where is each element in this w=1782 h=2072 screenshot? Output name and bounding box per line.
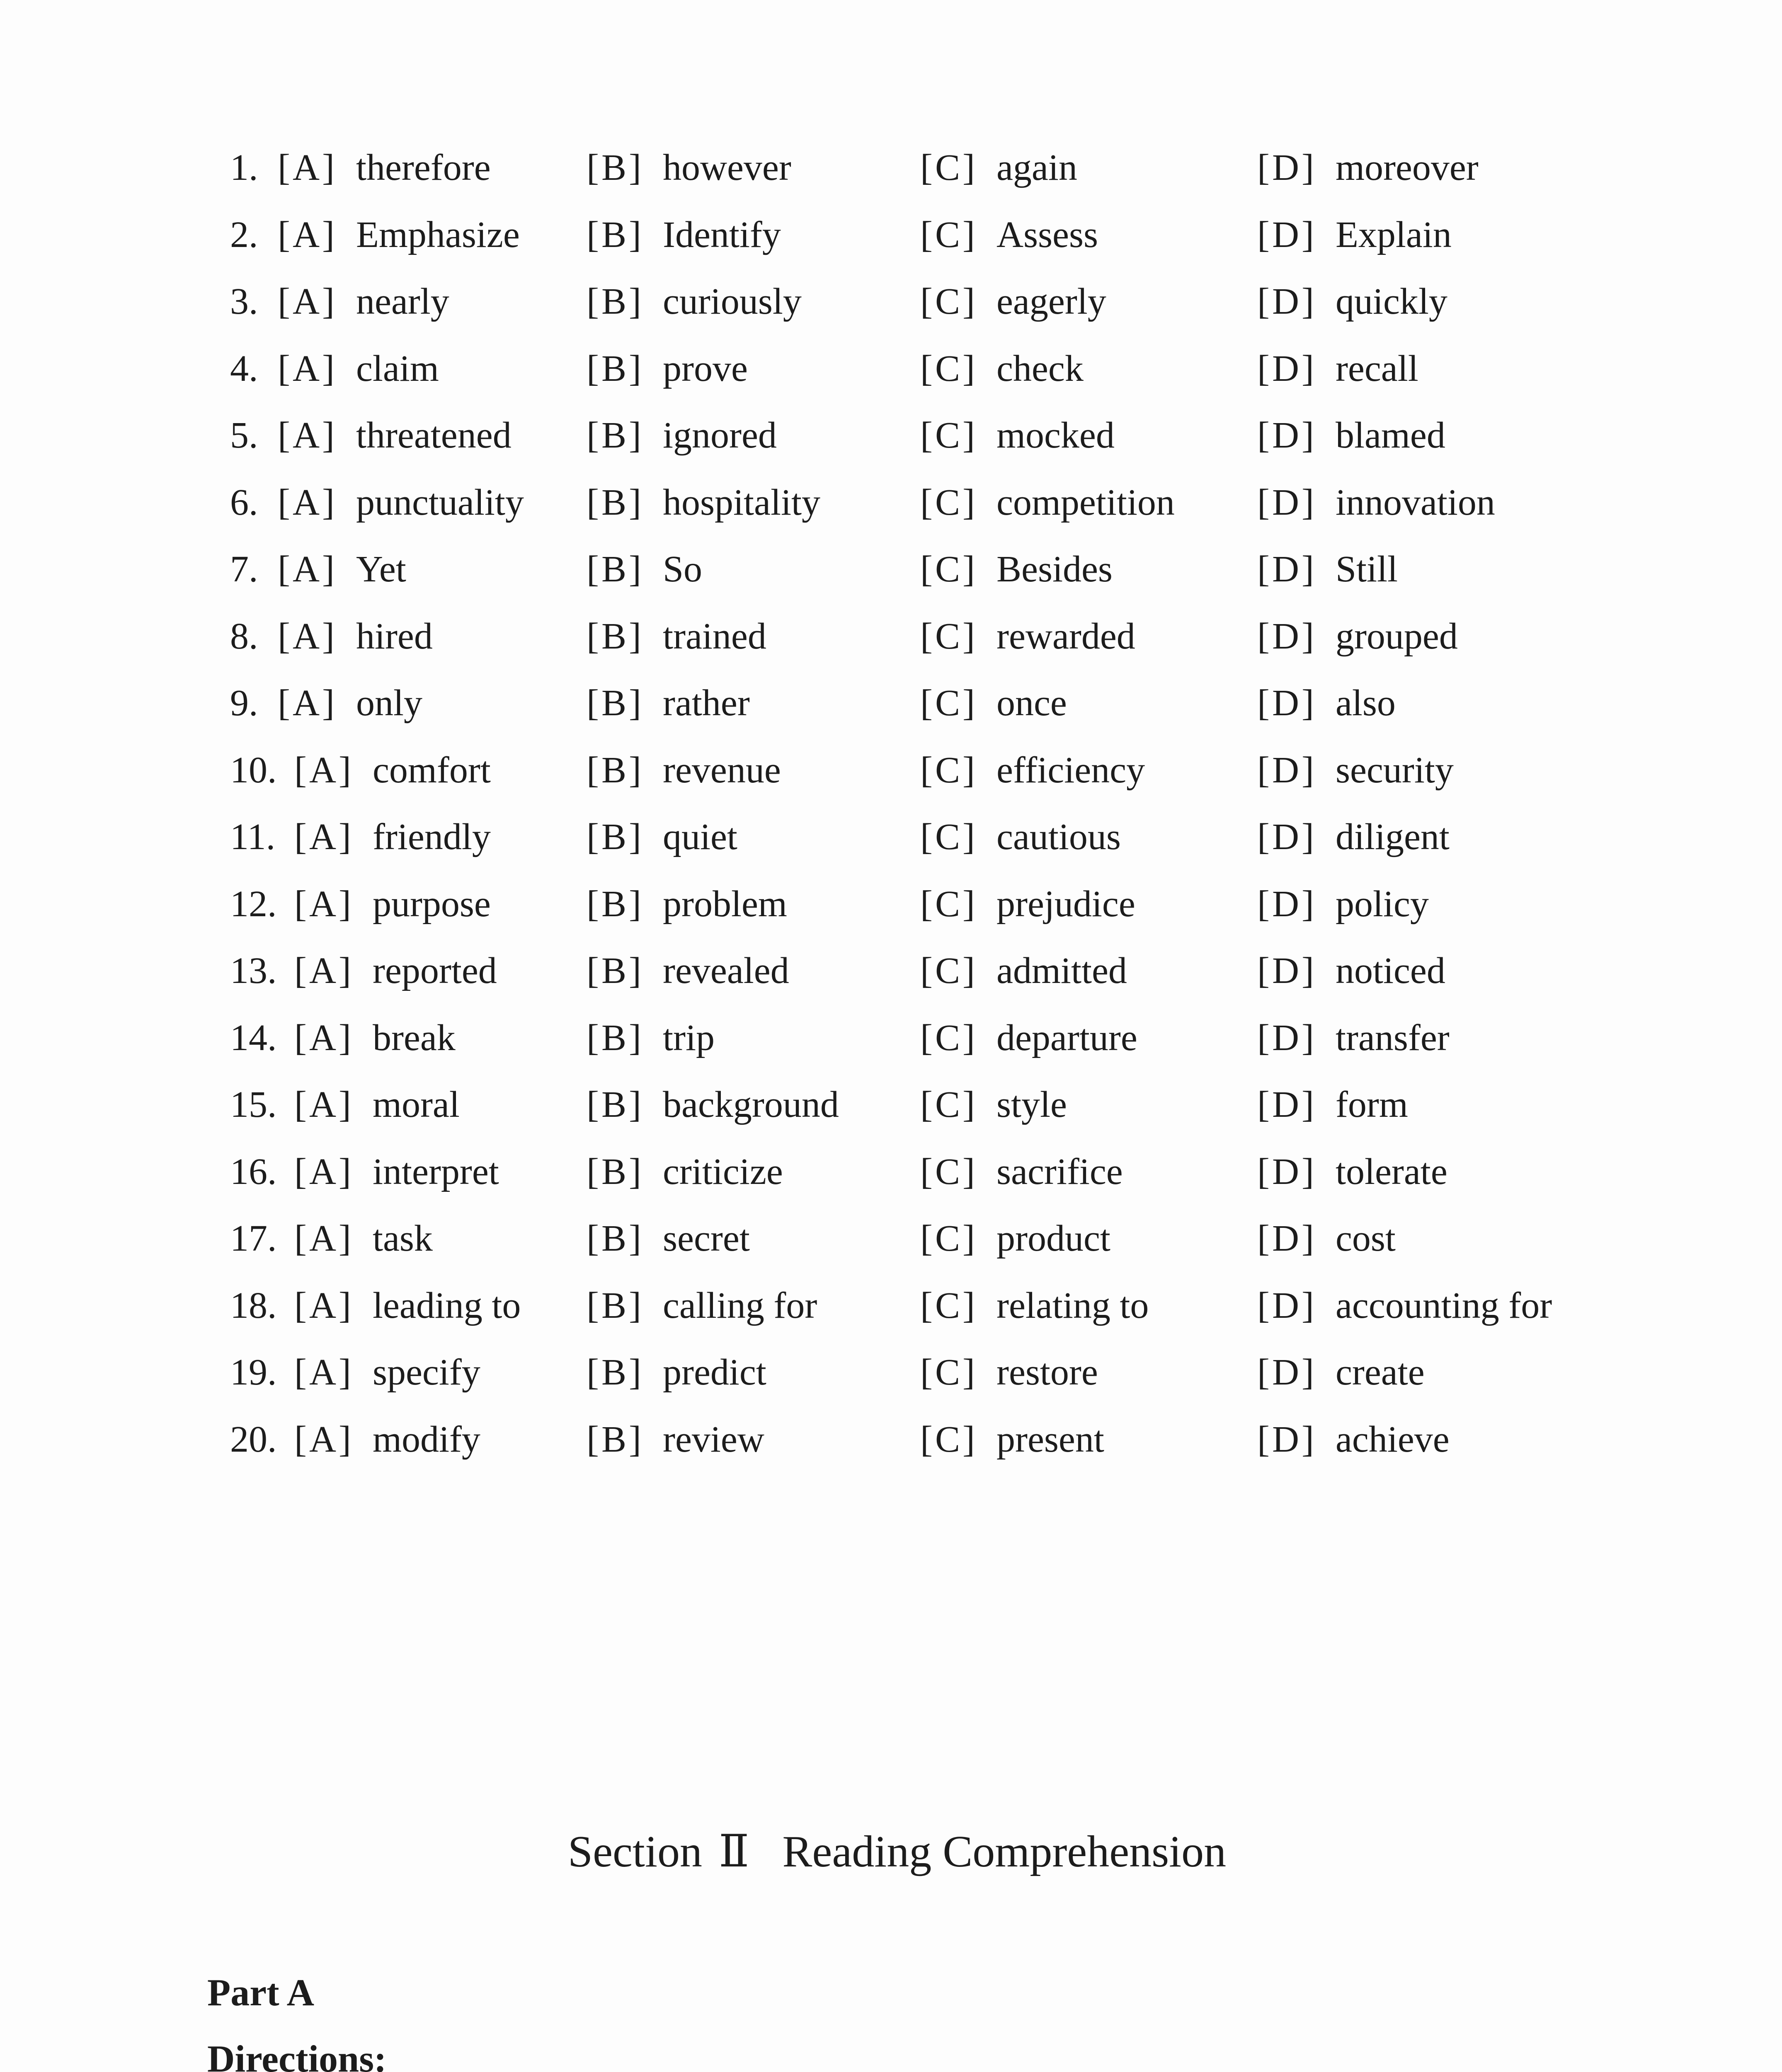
option-letter: [D]: [1257, 1352, 1316, 1393]
option-text: curiously: [662, 281, 802, 322]
option-text: quiet: [662, 816, 737, 857]
option-c: [920, 1418, 1104, 1460]
option-a: [294, 749, 491, 791]
section-label: Section: [568, 1827, 702, 1876]
option-text: trip: [662, 1017, 715, 1058]
question-row: [230, 141, 1598, 208]
option-text: purpose: [372, 883, 491, 925]
question-number: 8.: [230, 615, 258, 657]
option-d: [1257, 1220, 1396, 1257]
option-text: Still: [1335, 549, 1398, 590]
option-c: [920, 1153, 1123, 1191]
option-letter: [A]: [294, 1017, 354, 1058]
option-d: [1257, 1354, 1425, 1391]
option-text: ignored: [662, 415, 777, 456]
option-a: [294, 952, 497, 990]
question-row: [230, 944, 1598, 1011]
option-text: once: [996, 683, 1067, 724]
option-text: threatened: [356, 415, 512, 456]
option-d: [1257, 350, 1418, 387]
question-number: 10.: [230, 749, 277, 791]
option-text: product: [996, 1218, 1110, 1259]
option-b: [587, 283, 802, 320]
option-text: also: [1335, 683, 1396, 724]
option-text: specify: [372, 1352, 480, 1393]
option-a: [278, 149, 491, 186]
option-text: cautious: [996, 816, 1121, 857]
option-text: interpret: [372, 1151, 499, 1192]
option-letter: [A]: [294, 950, 354, 991]
option-c: [920, 1220, 1110, 1257]
question-row: [230, 409, 1598, 476]
option-letter: [C]: [920, 749, 977, 791]
option-c: [920, 615, 1135, 657]
option-text: trained: [662, 615, 766, 657]
question-row: [230, 342, 1598, 409]
option-text: punctuality: [356, 482, 524, 523]
option-text: friendly: [372, 816, 491, 857]
option-letter: [B]: [587, 1084, 644, 1125]
option-text: Yet: [356, 549, 406, 590]
option-d: [1257, 818, 1450, 856]
option-text: problem: [662, 883, 787, 925]
option-b: [587, 216, 781, 254]
option-a: [278, 417, 512, 454]
option-letter: [C]: [920, 950, 977, 991]
option-text: revealed: [662, 950, 789, 991]
question-row: [230, 676, 1598, 743]
option-c: [920, 1354, 1098, 1391]
question-number: 2.: [230, 214, 258, 255]
option-a: [294, 1418, 480, 1460]
option-letter: [C]: [920, 1084, 977, 1125]
option-letter: [C]: [920, 883, 977, 925]
option-letter: [D]: [1257, 1218, 1316, 1259]
option-b: [587, 1019, 715, 1057]
option-letter: [A]: [278, 415, 337, 456]
question-number: 20.: [230, 1418, 277, 1460]
option-b: [587, 1354, 766, 1391]
question-row: [230, 1346, 1598, 1413]
option-text: tolerate: [1335, 1151, 1447, 1192]
option-letter: [C]: [920, 1285, 977, 1326]
option-b: [587, 952, 789, 990]
option-c: [920, 883, 1135, 925]
option-text: style: [996, 1084, 1067, 1125]
option-d: [1257, 685, 1396, 722]
option-letter: [A]: [294, 1084, 354, 1125]
option-letter: [B]: [587, 1418, 644, 1460]
option-letter: [C]: [920, 214, 977, 255]
option-c: [920, 1086, 1067, 1123]
option-letter: [A]: [294, 1151, 354, 1192]
option-letter: [D]: [1257, 1084, 1316, 1125]
option-text: achieve: [1335, 1418, 1450, 1460]
option-b: [587, 749, 781, 791]
option-letter: [C]: [920, 147, 977, 188]
option-c: [920, 484, 1175, 521]
option-text: admitted: [996, 950, 1127, 991]
option-text: background: [662, 1084, 839, 1125]
option-c: [920, 551, 1113, 588]
option-c: [920, 417, 1115, 454]
option-text: create: [1335, 1352, 1425, 1393]
option-text: only: [356, 683, 422, 724]
option-letter: [A]: [278, 147, 337, 188]
option-letter: [A]: [294, 749, 354, 791]
question-row: [230, 1413, 1598, 1480]
option-letter: [A]: [278, 549, 337, 590]
option-d: [1257, 1418, 1450, 1460]
option-letter: [B]: [587, 950, 644, 991]
question-row: [230, 1212, 1598, 1279]
question-row: [230, 1145, 1598, 1212]
option-letter: [A]: [278, 482, 337, 523]
option-text: moreover: [1335, 147, 1479, 188]
option-letter: [B]: [587, 482, 644, 523]
option-d: [1257, 749, 1454, 791]
option-a: [294, 1220, 433, 1257]
option-letter: [D]: [1257, 1017, 1316, 1058]
option-letter: [B]: [587, 683, 644, 724]
option-text: form: [1335, 1084, 1408, 1125]
option-a: [294, 818, 491, 856]
part-heading: Part A: [207, 1971, 315, 2014]
option-b: [587, 1418, 764, 1460]
option-d: [1257, 883, 1429, 925]
option-letter: [A]: [294, 1285, 354, 1326]
option-text: hospitality: [662, 482, 820, 523]
option-letter: [B]: [587, 147, 644, 188]
question-number: 1.: [230, 147, 258, 188]
option-b: [587, 615, 766, 657]
option-letter: [B]: [587, 816, 644, 857]
option-letter: [C]: [920, 415, 977, 456]
option-a: [294, 1153, 499, 1191]
question-number: 16.: [230, 1151, 277, 1192]
option-text: Besides: [996, 549, 1113, 590]
option-text: hired: [356, 615, 433, 657]
option-letter: [C]: [920, 482, 977, 523]
option-text: restore: [996, 1352, 1098, 1393]
question-number: 18.: [230, 1285, 277, 1326]
option-b: [587, 1287, 817, 1324]
question-number: 11.: [230, 816, 276, 857]
question-row: [230, 743, 1598, 811]
option-c: [920, 216, 1098, 254]
option-letter: [D]: [1257, 482, 1316, 523]
option-a: [294, 883, 491, 925]
option-text: predict: [662, 1352, 766, 1393]
option-text: So: [662, 549, 703, 590]
option-text: criticize: [662, 1151, 783, 1192]
option-text: efficiency: [996, 749, 1145, 791]
option-letter: [B]: [587, 1017, 644, 1058]
option-text: accounting for: [1335, 1285, 1552, 1326]
option-c: [920, 685, 1067, 722]
option-letter: [D]: [1257, 816, 1316, 857]
option-d: [1257, 1287, 1552, 1324]
question-number: 7.: [230, 549, 258, 590]
option-a: [294, 1019, 456, 1057]
option-text: policy: [1335, 883, 1429, 925]
option-b: [587, 1086, 839, 1123]
option-c: [920, 749, 1145, 791]
question-row: [230, 610, 1598, 677]
option-letter: [C]: [920, 281, 977, 322]
option-letter: [D]: [1257, 1418, 1316, 1460]
option-letter: [D]: [1257, 883, 1316, 925]
option-letter: [B]: [587, 281, 644, 322]
option-letter: [A]: [278, 214, 337, 255]
option-text: Emphasize: [356, 214, 520, 255]
option-text: mocked: [996, 415, 1115, 456]
option-text: quickly: [1335, 281, 1447, 322]
option-letter: [C]: [920, 348, 977, 389]
option-text: present: [996, 1418, 1104, 1460]
option-d: [1257, 149, 1479, 186]
option-letter: [C]: [920, 549, 977, 590]
option-letter: [D]: [1257, 950, 1316, 991]
option-letter: [A]: [278, 281, 337, 322]
option-b: [587, 685, 750, 722]
option-letter: [B]: [587, 615, 644, 657]
option-letter: [B]: [587, 348, 644, 389]
option-c: [920, 1287, 1149, 1324]
question-number: 12.: [230, 883, 277, 925]
option-b: [587, 149, 791, 186]
option-letter: [A]: [294, 1418, 354, 1460]
option-letter: [B]: [587, 1352, 644, 1393]
option-text: security: [1335, 749, 1454, 791]
option-a: [294, 1086, 460, 1123]
option-letter: [D]: [1257, 1285, 1316, 1326]
question-number: 19.: [230, 1352, 277, 1393]
section-name: Reading Comprehension: [782, 1827, 1227, 1876]
option-letter: [B]: [587, 883, 644, 925]
question-number: 13.: [230, 950, 277, 991]
option-text: recall: [1335, 348, 1418, 389]
option-a: [278, 484, 524, 521]
option-text: relating to: [996, 1285, 1149, 1326]
option-text: nearly: [356, 281, 449, 322]
section-roman-numeral: Ⅱ: [718, 1827, 749, 1876]
option-letter: [D]: [1257, 749, 1316, 791]
option-text: modify: [372, 1418, 480, 1460]
option-grid: [230, 141, 1598, 1479]
option-text: sacrifice: [996, 1151, 1123, 1192]
option-text: rather: [662, 683, 750, 724]
option-letter: [D]: [1257, 415, 1316, 456]
question-row: [230, 542, 1598, 610]
option-letter: [D]: [1257, 549, 1316, 590]
option-letter: [B]: [587, 749, 644, 791]
option-text: competition: [996, 482, 1175, 523]
option-text: eagerly: [996, 281, 1106, 322]
option-letter: [C]: [920, 1151, 977, 1192]
question-row: [230, 275, 1598, 342]
question-number: 17.: [230, 1218, 277, 1259]
option-b: [587, 818, 737, 856]
option-letter: [A]: [278, 348, 337, 389]
option-b: [587, 350, 748, 387]
option-c: [920, 350, 1084, 387]
option-letter: [D]: [1257, 1151, 1316, 1192]
option-a: [278, 350, 439, 387]
option-text: however: [662, 147, 791, 188]
option-d: [1257, 283, 1447, 320]
option-letter: [C]: [920, 1352, 977, 1393]
option-a: [294, 1287, 521, 1324]
option-d: [1257, 417, 1445, 454]
option-letter: [C]: [920, 1418, 977, 1460]
option-letter: [A]: [294, 816, 354, 857]
question-number: 4.: [230, 348, 258, 389]
option-text: reported: [372, 950, 497, 991]
option-text: comfort: [372, 749, 491, 791]
option-text: moral: [372, 1084, 460, 1125]
option-text: leading to: [372, 1285, 521, 1326]
option-a: [278, 283, 449, 320]
option-letter: [C]: [920, 1017, 977, 1058]
option-letter: [B]: [587, 549, 644, 590]
option-d: [1257, 952, 1445, 990]
question-number: 14.: [230, 1017, 277, 1058]
option-text: again: [996, 147, 1077, 188]
option-c: [920, 283, 1106, 320]
option-text: noticed: [1335, 950, 1445, 991]
option-c: [920, 1019, 1137, 1057]
section-heading: [568, 1825, 1226, 1878]
option-text: check: [996, 348, 1084, 389]
option-b: [587, 1153, 783, 1191]
option-text: Assess: [996, 214, 1098, 255]
option-b: [587, 551, 702, 588]
option-letter: [A]: [294, 883, 354, 925]
option-a: [278, 615, 433, 657]
option-text: rewarded: [996, 615, 1135, 657]
option-letter: [D]: [1257, 214, 1316, 255]
option-d: [1257, 615, 1458, 657]
option-c: [920, 952, 1127, 990]
option-text: review: [662, 1418, 764, 1460]
option-text: revenue: [662, 749, 781, 791]
option-text: departure: [996, 1017, 1137, 1058]
option-text: therefore: [356, 147, 491, 188]
option-text: break: [372, 1017, 456, 1058]
option-text: cost: [1335, 1218, 1396, 1259]
option-a: [294, 1354, 480, 1391]
option-letter: [D]: [1257, 615, 1316, 657]
option-text: claim: [356, 348, 439, 389]
question-row: [230, 1011, 1598, 1078]
option-letter: [A]: [294, 1352, 354, 1393]
option-letter: [B]: [587, 214, 644, 255]
question-number: 15.: [230, 1084, 277, 1125]
option-text: grouped: [1335, 615, 1458, 657]
option-text: diligent: [1335, 816, 1450, 857]
option-letter: [D]: [1257, 683, 1316, 724]
option-letter: [A]: [278, 615, 337, 657]
option-d: [1257, 484, 1495, 521]
option-letter: [B]: [587, 1151, 644, 1192]
option-d: [1257, 1153, 1447, 1191]
option-d: [1257, 551, 1398, 588]
option-letter: [B]: [587, 1285, 644, 1326]
option-c: [920, 818, 1121, 856]
question-row: [230, 810, 1598, 877]
option-text: innovation: [1335, 482, 1495, 523]
question-row: [230, 1078, 1598, 1145]
option-letter: [D]: [1257, 281, 1316, 322]
option-a: [278, 216, 520, 254]
option-letter: [B]: [587, 415, 644, 456]
option-text: transfer: [1335, 1017, 1450, 1058]
option-d: [1257, 1086, 1408, 1123]
question-row: [230, 208, 1598, 275]
option-letter: [A]: [294, 1218, 354, 1259]
option-text: calling for: [662, 1285, 817, 1326]
option-letter: [C]: [920, 683, 977, 724]
option-letter: [D]: [1257, 348, 1316, 389]
option-letter: [C]: [920, 1218, 977, 1259]
option-b: [587, 417, 777, 454]
option-d: [1257, 216, 1452, 254]
option-text: secret: [662, 1218, 750, 1259]
option-text: Identify: [662, 214, 781, 255]
option-text: Explain: [1335, 214, 1452, 255]
option-letter: [C]: [920, 615, 977, 657]
option-text: prejudice: [996, 883, 1135, 925]
option-b: [587, 883, 787, 925]
option-b: [587, 484, 820, 521]
option-d: [1257, 1019, 1450, 1057]
directions-heading: Directions:: [207, 2038, 387, 2072]
question-number: 5.: [230, 415, 258, 456]
option-a: [278, 685, 422, 722]
option-a: [278, 551, 406, 588]
option-letter: [A]: [278, 683, 337, 724]
option-text: task: [372, 1218, 433, 1259]
option-letter: [B]: [587, 1218, 644, 1259]
question-number: 3.: [230, 281, 258, 322]
question-row: [230, 877, 1598, 944]
option-text: blamed: [1335, 415, 1445, 456]
question-number: 9.: [230, 683, 258, 724]
option-b: [587, 1220, 750, 1257]
option-letter: [C]: [920, 816, 977, 857]
option-letter: [D]: [1257, 147, 1316, 188]
question-row: [230, 1279, 1598, 1346]
option-text: prove: [662, 348, 748, 389]
question-number: 6.: [230, 482, 258, 523]
option-c: [920, 149, 1077, 186]
question-row: [230, 476, 1598, 543]
